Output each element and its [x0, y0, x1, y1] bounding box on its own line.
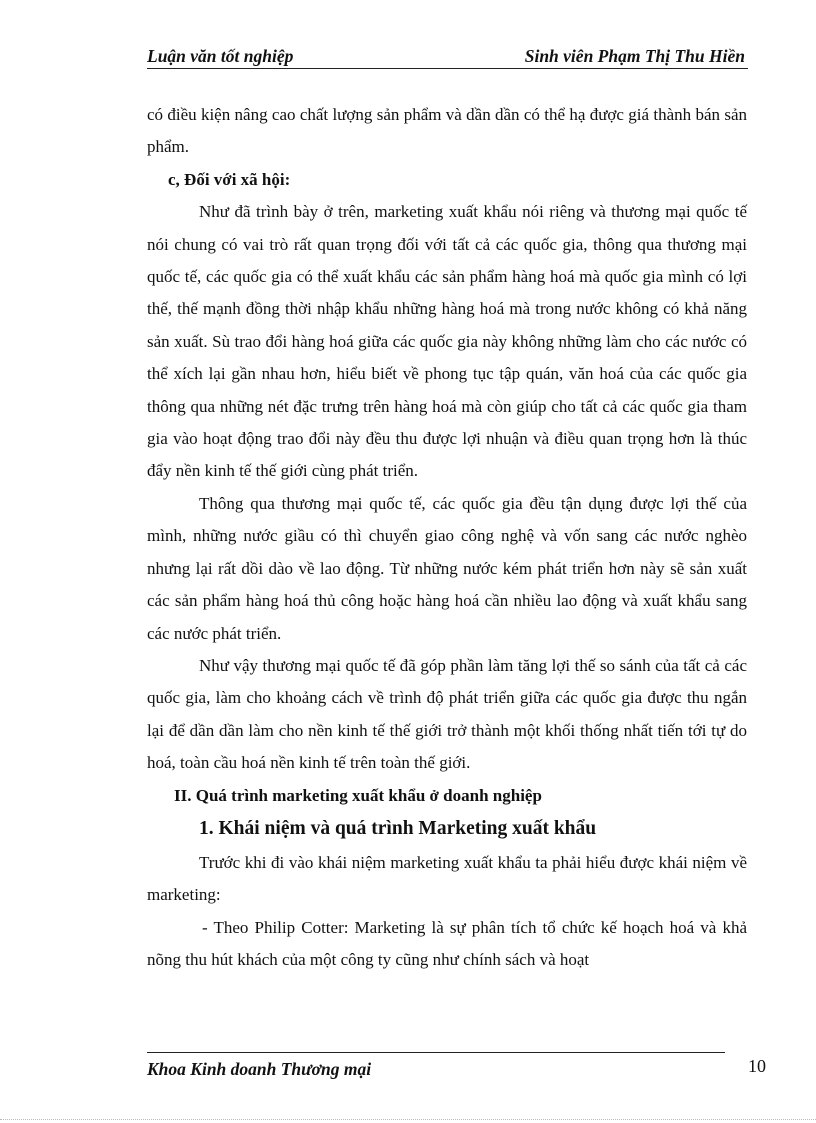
- paragraph-continued: có điều kiện nâng cao chất lượng sản phẩm và dần dần có thể hạ được giá thành bán sản phẩm.: [147, 105, 747, 157]
- page-body: [147, 99, 747, 977]
- heading-concept-marketing: 1. Khái niệm và quá trình Marketing xuất khẩu: [199, 817, 597, 839]
- footer-faculty: Khoa Kinh doanh Thương mại: [147, 1059, 372, 1079]
- page-number: 10: [748, 1056, 766, 1076]
- header-divider: [147, 68, 748, 69]
- section-heading-ii: II. Quá trình marketing xuất khẩu ở doanh nghiệp: [174, 785, 542, 805]
- paragraph-conclusion: Như vậy thương mại quốc tế đã góp phần làm tăng lợi thế so sánh của tất cả các quốc gia, làm cho khoảng cách về trình độ phát triển giữa các quốc gia được thu ngắn lại để dần dần làm cho nền kinh tế thế giới trở thành một khối thống nhất tiến tới tự do hoá, toàn cầu hoá nền kinh tế trên toàn thế giới.: [147, 655, 747, 773]
- paragraph-role-trade: Như đã trình bày ở trên, marketing xuất khẩu nói riêng và thương mại quốc tế nói chung có vai trò rất quan trọng đối với tất cả các quốc gia, thông qua thương mại quốc tế, các quốc gia có thể xuất khẩu các sản phẩm hàng hoá mà quốc gia mình có lợi thế, thế mạnh đồng thời nhập khẩu những hàng hoá mà trong nước không có khả năng sản xuất. Sù trao đổi hàng hoá giữa các quốc gia này không những làm cho các nước có thể xích lại gần nhau hơn, hiểu biết về phong tục tập quán, văn hoá của các quốc gia thông qua những nét đặc trưng trên hàng hoá mà còn giúp cho tất cả các quốc gia tham gia vào hoạt động trao đổi này đều thu được lợi nhuận và điều quan trọng hơn là thúc đẩy nền kinh tế thế giới cùng phát triển.: [147, 202, 747, 481]
- header-left-title: Luận văn tốt nghiệp: [147, 46, 294, 66]
- header-right-author: Sinh viên Phạm Thị Thu Hiền: [524, 46, 745, 66]
- paragraph-philip-cotter: - Theo Philip Cotter: Marketing là sự phân tích tổ chức kế hoạch hoá và khả nõng thu hút khách của một công ty cũng như chính sách và hoạt: [147, 917, 747, 970]
- paragraph-comparative-advantage: Thông qua thương mại quốc tế, các quốc gia đều tận dụng được lợi thế của mình, những nước giầu có thì chuyển giao công nghệ và vốn sang các nước nghèo nhưng lại rất dồi dào về lao động. Từ những nước kém phát triển hơn này sẽ sản xuất các sản phẩm hàng hoá thủ công hoặc hàng hoá cần nhiều lao động và xuất khẩu sang các nước phát triển.: [147, 493, 747, 643]
- page-bottom-edge: [0, 1119, 816, 1120]
- footer-divider: [147, 1052, 725, 1053]
- subheading-social: c, Đối với xã hội:: [168, 169, 291, 189]
- paragraph-marketing-intro: Trước khi đi vào khái niệm marketing xuất khẩu ta phải hiểu được khái niệm về marketing:: [147, 852, 747, 905]
